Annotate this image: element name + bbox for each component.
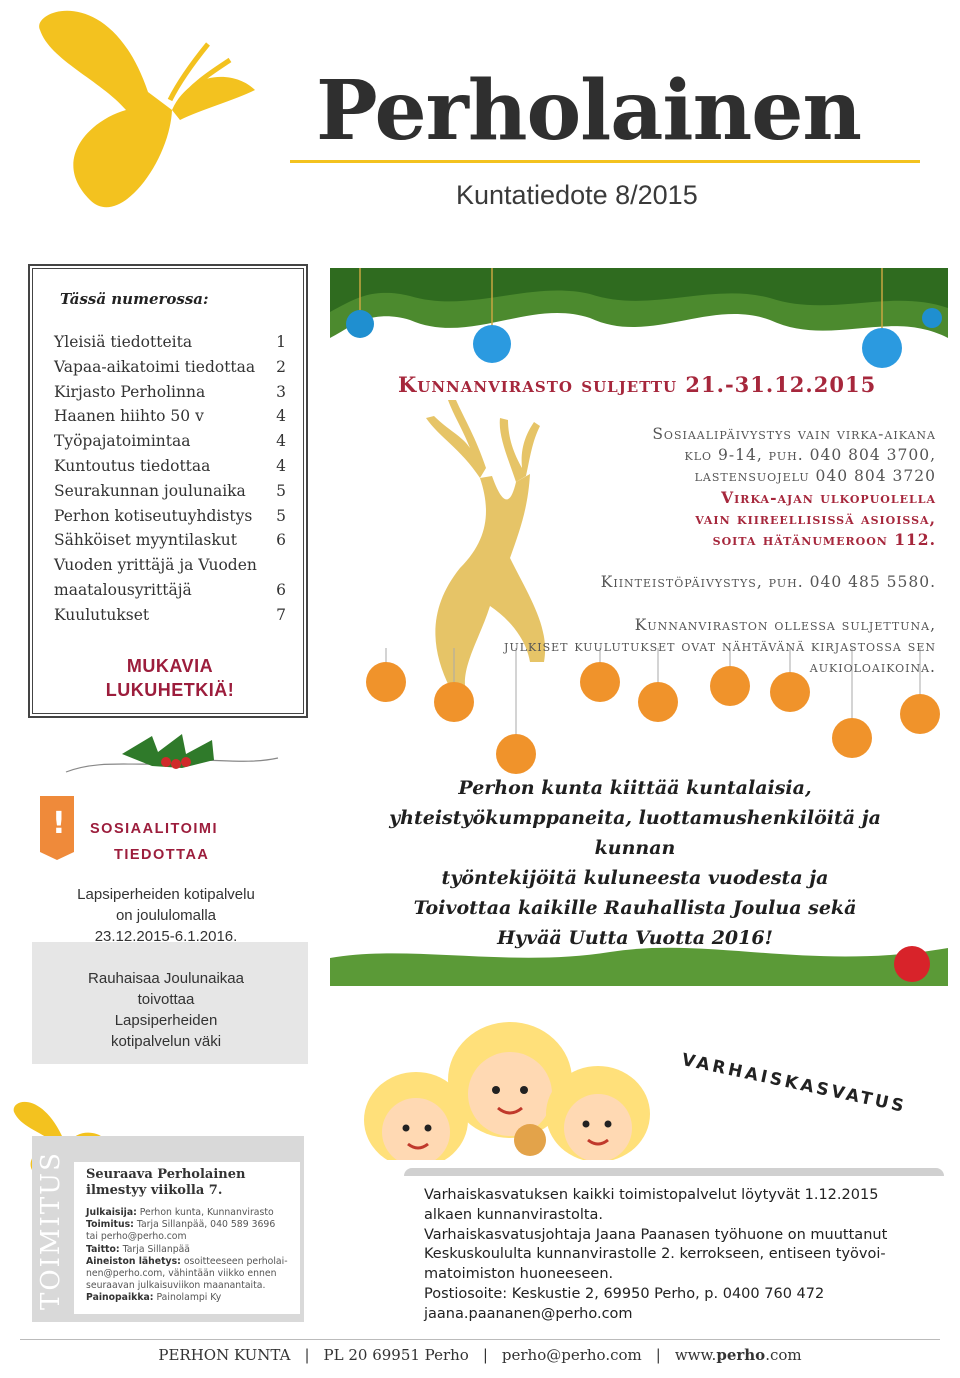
urgent-info: Virka-ajan ulkopuolella vain kiireellisissä asioissa, soita hätänumeroon 112. — [695, 488, 936, 549]
home-service-greeting: Rauhaisaa Joulunaikaa toivottaa Lapsiperheiden kotipalvelun väki — [88, 970, 244, 1050]
early-education-text: Varhaiskasvatuksen kaikki toimistopalvelut löytyvät 1.12.2015 alkaen kunnanvirastolta. Varhaiskasvatusjohtaja Jaana Paanasen työhuone on muuttanut Keskuskoululta kunnanvirastolle 2. kerrokseen, entiseen työvoi- matoimiston huoneeseen. Postiosoite: Keskustie 2, 69950 Perho, p. 0400 760 472 jaana.paananen@perho.com — [424, 1187, 888, 1322]
toc-item[interactable]: Yleisiä tiedotteita 1 — [54, 333, 286, 351]
toc-list — [54, 330, 286, 628]
children-illustration — [330, 1010, 660, 1180]
thanks-message: Perhon kunta kiittää kuntalaisia, yhteistyökumppaneita, luottamushenkilöitä ja kunnan työntekijöitä kuluneesta vuodesta ja Toivottaa kaikille Rauhallista Joulua sekä Hyvää Uutta Vuotta 2016! — [389, 777, 881, 949]
footer-email[interactable]: perho@perho.com — [501, 1346, 642, 1364]
toc-item[interactable]: Kuulutukset 7 — [54, 605, 286, 624]
office-closed-heading: Kunnanvirasto suljettu 21.-31.12.2015 — [398, 372, 877, 397]
editorial-vertical-label: TOIMITUS — [36, 1151, 66, 1310]
footer-address: PL 20 69951 Perho — [323, 1346, 469, 1364]
footer-rule — [20, 1339, 940, 1340]
toc-item[interactable]: Perhon kotiseutuyhdistys 5 — [54, 506, 286, 525]
property-duty-info: Kiinteistöpäivystys, puh. 040 485 5580. — [600, 573, 936, 591]
toc-note: MUKAVIA LUKUHETKIÄ! — [105, 656, 235, 700]
butterfly-logo — [30, 0, 270, 240]
footer-web[interactable]: www.perho.com — [674, 1346, 802, 1364]
toc-item[interactable]: Seurakunnan joulunaika 5 — [54, 481, 286, 500]
toc-item[interactable]: Kirjasto Perholinna 3 — [54, 382, 286, 401]
toc-item[interactable]: Haanen hiihto 50 v 4 — [54, 407, 286, 426]
next-issue: Seuraava Perholainen ilmestyy viikolla 7. — [86, 1167, 246, 1198]
toc-item[interactable]: maatalousyrittäjä 6 — [54, 580, 286, 599]
holly-decoration — [62, 728, 282, 784]
editorial-details: Julkaisija: Perhon kunta, Kunnanvirasto Toimitus: Tarja Sillanpää, 040 589 3696 tai perho@perho.com Taitto: Tarja Sillanpää Aineiston lähetys: osoitteeseen perholai- nen@perho.com, vähintään viikko ennen seuraavan julkaisuviikon maanantaita. Painopaikka: Painolampi Ky — [86, 1207, 288, 1304]
toc-item[interactable]: Vuoden yrittäjä ja Vuoden — [54, 556, 257, 575]
footer-org: PERHON KUNTA — [158, 1346, 291, 1364]
garland-top — [330, 268, 948, 338]
masthead-subtitle: Kuntatiedote 8/2015 — [456, 180, 698, 210]
social-office-title: SOSIAALITOIMI TIEDOTTAA — [90, 821, 218, 863]
toc-item[interactable]: Kuntoutus tiedottaa 4 — [54, 456, 286, 475]
social-duty-info: Sosiaalipäivystys vain virka-aikana klo 9-14, puh. 040 804 3700, lastensuojelu 040 804 3720 — [652, 425, 936, 485]
early-education-title: VARHAISKASVATUS — [679, 1050, 909, 1118]
footer: PERHON KUNTA | PL 20 69951 Perho | perho@perho.com | www.perho.com — [158, 1346, 802, 1364]
toc-item[interactable]: Työpajatoimintaa 4 — [54, 432, 286, 451]
alert-badge-mark: ! — [52, 806, 66, 841]
masthead-rule — [290, 160, 920, 163]
home-service-notice: Lapsiperheiden kotipalvelu on joululomalla 23.12.2015-6.1.2016. — [77, 886, 255, 945]
toc-heading: Tässä numerossa: — [60, 290, 209, 308]
toc-item[interactable]: Vapaa-aikatoimi tiedottaa 2 — [54, 357, 286, 376]
notice-info: Kunnanviraston ollessa suljettuna, julkiset kuulutukset ovat nähtävänä kirjastossa sen aukioloaikoina. — [504, 616, 936, 676]
toc-item[interactable]: Sähköiset myyntilaskut 6 — [54, 531, 286, 550]
masthead-title: Perholainen — [316, 63, 861, 159]
